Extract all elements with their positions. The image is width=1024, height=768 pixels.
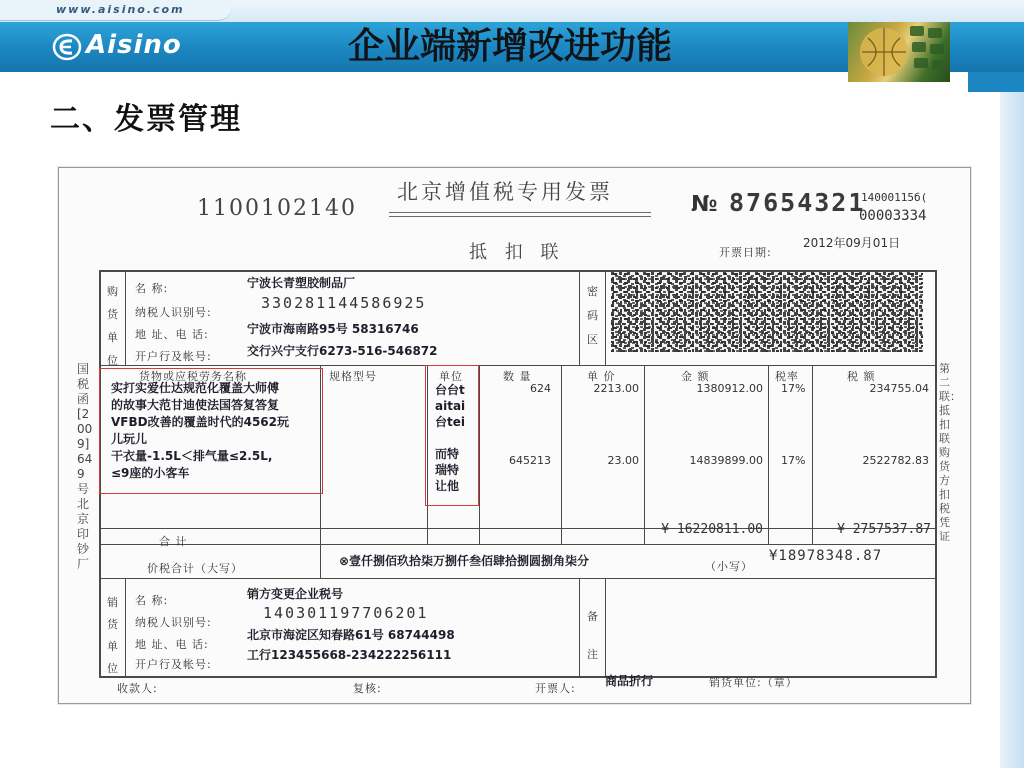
review-label: 复核: bbox=[353, 682, 382, 695]
unit-text: 台台t aitai 台tei 而特 瑞特 让他 bbox=[435, 383, 466, 493]
buyer-name-label: 名 称: bbox=[135, 282, 169, 295]
grand-total-label: 价税合计（大写） bbox=[147, 562, 243, 575]
right-decor-band-top bbox=[968, 72, 1024, 92]
seller-side-label: 销 货 单 位 bbox=[107, 596, 119, 675]
aisino-logo-icon bbox=[52, 32, 82, 62]
invoice-code: 1100102140 bbox=[197, 196, 357, 221]
row1-tax: 234755.04 bbox=[869, 382, 929, 395]
printer-vertical-text: 国税函[2009]649号北京印钞厂 bbox=[77, 362, 93, 571]
row2-tax: 2522782.83 bbox=[862, 454, 929, 467]
seller-bank: 工行123455668-234222256111 bbox=[247, 648, 452, 662]
date-label: 开票日期: bbox=[719, 246, 772, 259]
section-title: 二、发票管理 bbox=[50, 102, 242, 137]
col-spec: 规格型号 bbox=[329, 370, 377, 383]
grand-total-small: ¥18978348.87 bbox=[769, 548, 883, 564]
total-label: 合 计 bbox=[159, 535, 188, 548]
buyer-taxid-label: 纳税人识别号: bbox=[135, 306, 212, 319]
row1-price: 2213.00 bbox=[593, 382, 639, 395]
col-qty: 数 量 bbox=[503, 370, 532, 383]
buyer-address-label: 地 址、电 话: bbox=[135, 328, 209, 341]
payee-label: 收款人: bbox=[117, 682, 158, 695]
invoice-copy-name: 抵 扣 联 bbox=[469, 242, 565, 263]
vat-invoice-image bbox=[58, 167, 971, 704]
invoice-title: 北京增值税专用发票 bbox=[397, 180, 613, 204]
cipher-label: 密 码 区 bbox=[587, 285, 599, 346]
col-tax: 税 额 bbox=[847, 370, 876, 383]
seller-taxid: 140301197706201 bbox=[263, 604, 429, 622]
right-decor-band bbox=[1000, 72, 1024, 768]
seller-address: 北京市海淀区知春路61号 68744498 bbox=[247, 628, 455, 642]
row1-rate: 17% bbox=[781, 382, 806, 395]
drawer-label: 开票人: bbox=[535, 682, 576, 695]
copy-vertical-text: 第二联：抵扣联 购货方扣税凭证 bbox=[939, 362, 961, 543]
side-code-2: 00003334 bbox=[859, 208, 927, 224]
brand-name: Aisino bbox=[86, 30, 182, 60]
seller-stamp-label: 销货单位:（章） bbox=[709, 676, 798, 689]
buyer-taxid: 330281144586925 bbox=[261, 294, 427, 312]
slide-title: 企业端新增改进功能 bbox=[347, 26, 672, 67]
seller-taxid-label: 纳税人识别号: bbox=[135, 616, 212, 629]
seller-bank-label: 开户行及帐号: bbox=[135, 658, 212, 671]
row2-price: 23.00 bbox=[607, 454, 639, 467]
col-amount: 金 额 bbox=[681, 370, 710, 383]
grand-total-small-label: （小写） bbox=[705, 560, 753, 573]
buyer-side-label: 购 货 单 位 bbox=[107, 285, 119, 367]
buyer-name: 宁波长青塑胶制品厂 bbox=[247, 276, 356, 290]
col-goods: 货物或应税劳务名称 bbox=[139, 370, 247, 383]
date-value: 2012年09月01日 bbox=[803, 236, 901, 250]
total-tax: ¥ 2757537.87 bbox=[837, 522, 931, 537]
row1-qty: 624 bbox=[530, 382, 551, 395]
row2-qty: 645213 bbox=[509, 454, 551, 467]
row2-amount: 14839899.00 bbox=[689, 454, 763, 467]
invoice-number: 87654321 bbox=[729, 188, 866, 217]
decorative-photo bbox=[848, 22, 950, 82]
drawer-value: 商品折行 bbox=[605, 674, 654, 688]
col-price: 单 价 bbox=[587, 370, 616, 383]
seller-address-label: 地 址、电 话: bbox=[135, 638, 209, 651]
grand-total-words: ⊗壹仟捌佰玖拾柒万捌仟叁佰肆拾捌圆捌角柒分 bbox=[339, 554, 590, 568]
seller-name-label: 名 称: bbox=[135, 594, 169, 607]
col-unit: 单位 bbox=[439, 370, 463, 383]
goods-name-text: 实打实爱仕达规范化覆盖大师傅 的故事大范甘迪使法国答复答复 VFBD改善的覆盖时代的4562玩 儿玩儿 干衣量-1.5L＜排气量≤2.5L, ≤9座的小客车 bbox=[111, 381, 289, 480]
cipher-code-block bbox=[611, 272, 931, 352]
side-code-1: 14000115б( bbox=[861, 191, 928, 204]
col-rate: 税率 bbox=[775, 370, 799, 383]
buyer-bank: 交行兴宁支行6273-516-546872 bbox=[247, 344, 438, 358]
row2-rate: 17% bbox=[781, 454, 806, 467]
row1-amount: 1380912.00 bbox=[696, 382, 763, 395]
number-symbol: № bbox=[691, 192, 718, 217]
remark-label: 备 注 bbox=[587, 610, 599, 661]
seller-name: 销方变更企业税号 bbox=[247, 587, 344, 601]
buyer-bank-label: 开户行及帐号: bbox=[135, 350, 212, 363]
total-amount: ¥ 16220811.00 bbox=[661, 522, 763, 537]
website-url: www.aisino.com bbox=[56, 3, 185, 16]
buyer-address: 宁波市海南路95号 58316746 bbox=[247, 322, 419, 336]
